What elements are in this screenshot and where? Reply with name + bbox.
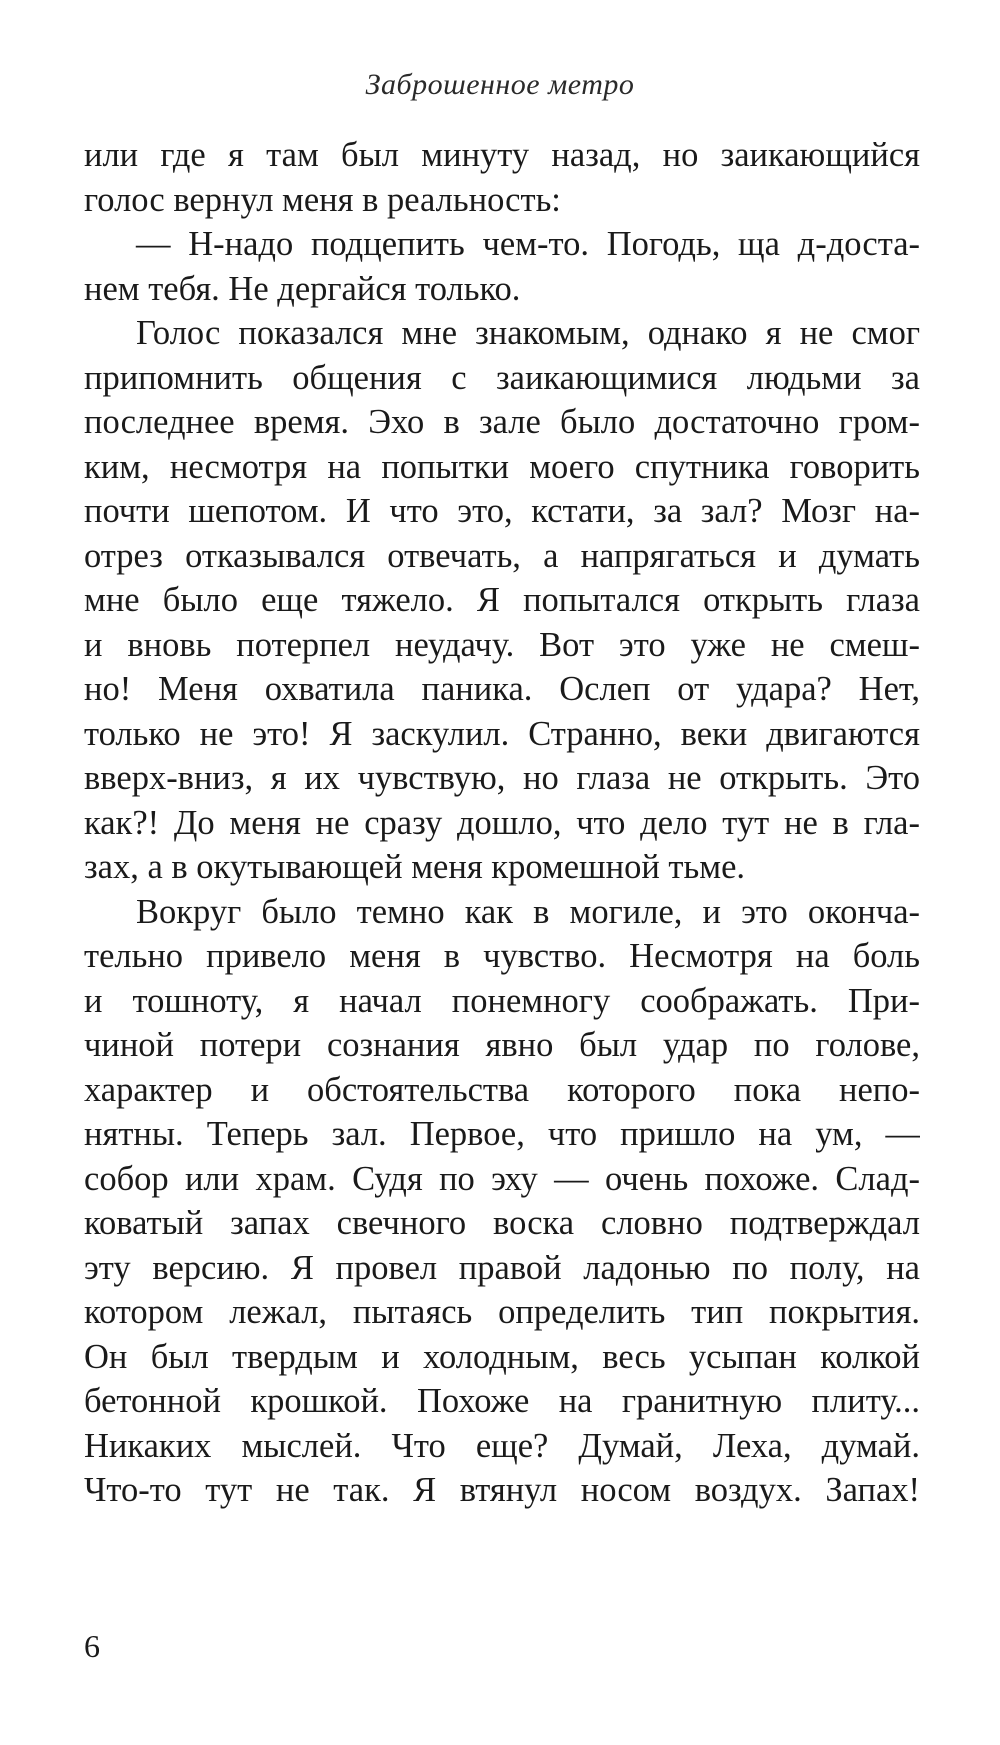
text-line: котором лежал, пытаясь определить тип покрытия.	[84, 1293, 920, 1331]
text-line: последнее время. Эхо в зале было достаточно гром-	[84, 403, 920, 441]
text-line: — Н-надо подцепить чем-то. Погодь, ща д-доста-	[136, 225, 920, 263]
running-header: Заброшенное метро	[365, 68, 635, 101]
text-line: припомнить общения с заикающимися людьми за	[84, 358, 920, 397]
text-line: эту версию. Я провел правой ладонью по полу, на	[84, 1248, 920, 1287]
text-line: нятны. Теперь зал. Первое, что пришло на ум, —	[84, 1115, 920, 1153]
body-text	[84, 133, 920, 1513]
text-line: чиной потери сознания явно был удар по голове,	[84, 1026, 920, 1064]
text-line: нем тебя. Не дергайся только.	[84, 269, 521, 308]
text-line: тельно привело меня в чувство. Несмотря на боль	[84, 937, 920, 975]
text-line: Он был твердым и холодным, весь усыпан колкой	[84, 1337, 920, 1376]
text-line: характер и обстоятельства которого пока непо-	[84, 1070, 920, 1109]
text-line: зах, а в окутывающей меня кромешной тьме.	[84, 848, 746, 886]
text-line: вверх-вниз, я их чувствую, но глаза не открыть. Это	[84, 759, 920, 797]
text-line: Никаких мыслей. Что еще? Думай, Леха, думай.	[84, 1426, 920, 1465]
text-line: но! Меня охватила паника. Ослеп от удара? Нет,	[84, 670, 920, 708]
text-line: почти шепотом. И что это, кстати, за зал? Мозг на-	[84, 492, 920, 530]
text-line: как?! До меня не сразу дошло, что дело тут не в гла-	[84, 803, 920, 842]
text-line: голос вернул меня в реальность:	[84, 180, 561, 219]
text-line: ким, несмотря на попытки моего спутника говорить	[84, 447, 920, 486]
text-line: бетонной крошкой. Похоже на гранитную плиту...	[84, 1382, 920, 1420]
page-number: 6	[84, 1628, 100, 1664]
text-line: и вновь потерпел неудачу. Вот это уже не смеш-	[84, 625, 920, 664]
text-line: коватый запах свечного воска словно подтверждал	[84, 1204, 920, 1242]
text-line: только не это! Я заскулил. Странно, веки двигаются	[84, 714, 920, 753]
text-line: Что-то тут не так. Я втянул носом воздух. Запах!	[84, 1471, 920, 1509]
text-line: Вокруг было темно как в могиле, и это оконча-	[136, 892, 920, 931]
text-line: Голос показался мне знакомым, однако я не смог	[136, 314, 920, 352]
text-line: отрез отказывался отвечать, а напрягаться и думать	[84, 536, 920, 575]
text-line: собор или храм. Судя по эху — очень похоже. Слад-	[84, 1159, 920, 1198]
text-line: и тошноту, я начал понемногу соображать. При-	[84, 981, 920, 1020]
text-line: мне было еще тяжело. Я попытался открыть глаза	[84, 581, 920, 619]
text-line: или где я там был минуту назад, но заикающийся	[84, 136, 920, 174]
